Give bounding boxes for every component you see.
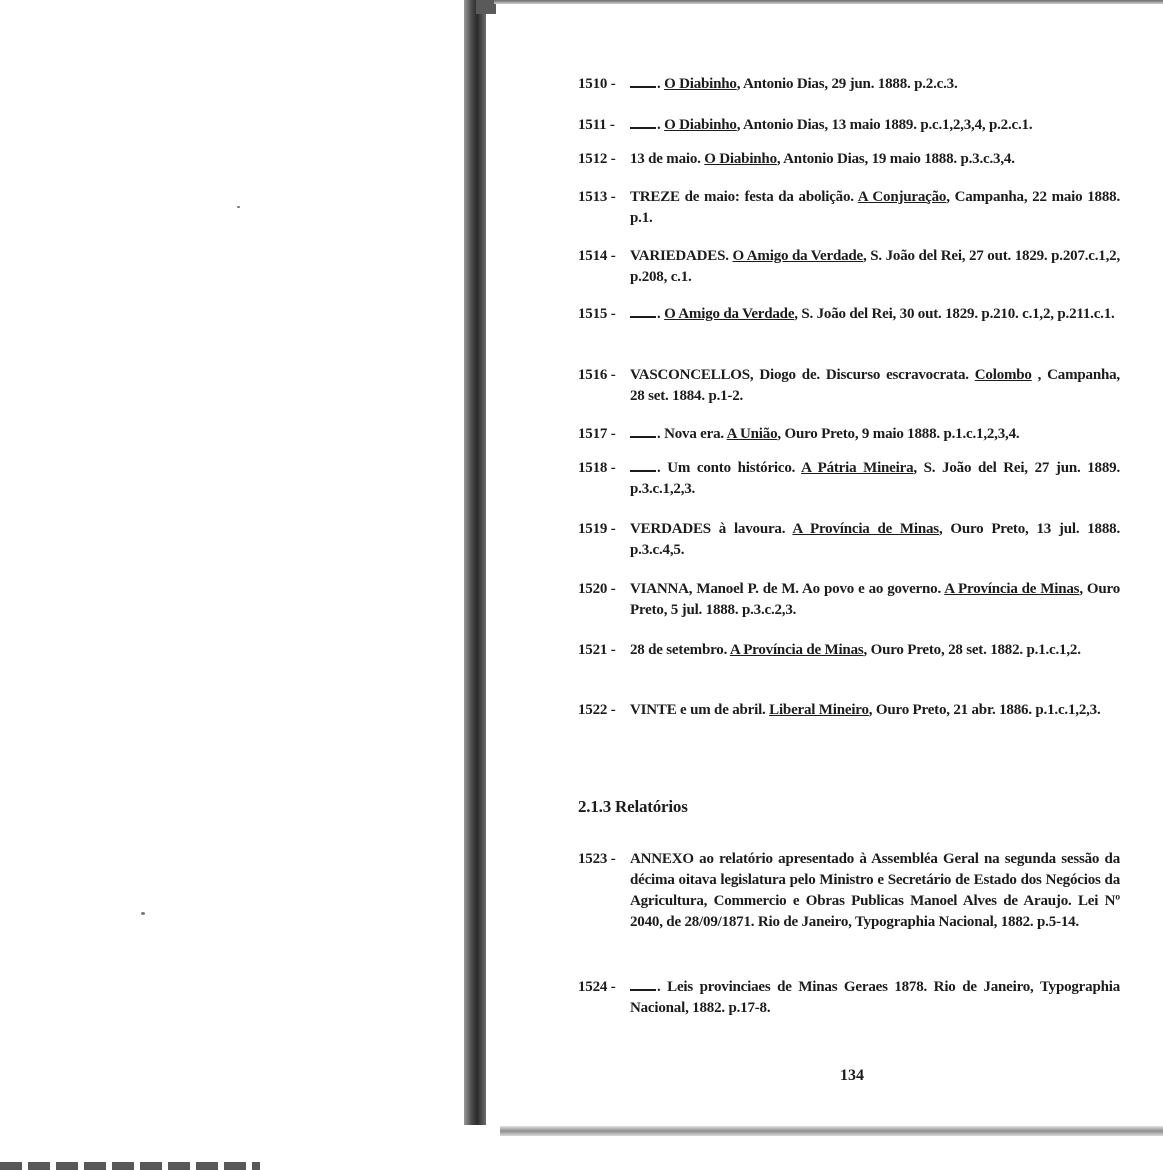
- entry-number: 1511 -: [578, 117, 615, 133]
- section-title: 2.1.3 Relatórios: [578, 797, 688, 816]
- periodical-title: A Conjuração: [857, 189, 947, 205]
- entry-text: VASCONCELLOS, Diogo de. Discurso escravocrata. Colombo , Campanha, 28 set. 1884. p.1-2.: [630, 367, 1120, 404]
- bibliography-entry: [578, 304, 1120, 325]
- entry-number: 1523 -: [578, 851, 616, 867]
- entry-text: . Leis provinciaes de Minas Geraes 1878. Rio de Janeiro, Typographia Nacional, 1882. p.17-8.: [630, 979, 1120, 1016]
- scan-speck: [141, 912, 145, 915]
- bibliography-entry: [578, 519, 1120, 561]
- periodical-title: O Amigo da Verdade: [664, 306, 795, 322]
- periodical-title: Colombo: [974, 367, 1032, 383]
- entry-text: . O Amigo da Verdade, S. João del Rei, 30 out. 1829. p.210. c.1,2, p.211.c.1.: [630, 304, 1120, 325]
- bibliography-entry: [578, 115, 1120, 136]
- entry-number: 1513 -: [578, 189, 616, 205]
- entry-number: 1522 -: [578, 702, 616, 718]
- bibliography-entry: [578, 700, 1120, 721]
- binding-shadow-top: [476, 0, 496, 14]
- bibliography-entry: [578, 640, 1120, 661]
- periodical-title: A Pátria Mineira: [801, 460, 914, 476]
- entry-number: 1519 -: [578, 521, 616, 537]
- periodical-title: O Diabinho: [664, 117, 737, 133]
- page-top-edge: [494, 0, 1163, 4]
- author-repeat-blank: [630, 989, 656, 991]
- entry-number: 1514 -: [578, 248, 616, 264]
- periodical-title: A Província de Minas: [729, 642, 864, 658]
- entry-number: 1510 -: [578, 76, 616, 92]
- periodical-title: A Província de Minas: [792, 521, 939, 537]
- scan-speck: [237, 206, 240, 208]
- bibliography-entry: [578, 424, 1120, 445]
- scan-edge-strip: [0, 1162, 260, 1170]
- bibliography-entry: [578, 579, 1120, 621]
- bibliography-entry: [578, 74, 1120, 95]
- entry-text: ANNEXO ao relatório apresentado à Assembléa Geral na segunda sessão da décima oitava legislatura pelo Ministro e Secretário de Estado dos Negócios da Agricultura, Commercio e Obras Publicas Manoel Alves de Araujo. Lei Nº 2040, de 28/09/1871. Rio de Janeiro, Typographia Nacional, 1882. p.5-14.: [630, 851, 1120, 930]
- entry-number: 1517 -: [578, 426, 616, 442]
- entry-text: VINTE e um de abril. Liberal Mineiro, Ouro Preto, 21 abr. 1886. p.1.c.1,2,3.: [630, 702, 1101, 718]
- entry-number: 1515 -: [578, 306, 616, 322]
- periodical-title: O Diabinho: [664, 76, 737, 92]
- entry-number: 1516 -: [578, 367, 616, 383]
- entry-text: VERDADES à lavoura. A Província de Minas, Ouro Preto, 13 jul. 1888. p.3.c.4,5.: [630, 521, 1120, 558]
- bibliography-entry: [578, 246, 1120, 288]
- entry-number: 1518 -: [578, 460, 616, 476]
- author-repeat-blank: [630, 470, 656, 472]
- author-repeat-blank: [630, 436, 656, 438]
- entry-text: 13 de maio. O Diabinho, Antonio Dias, 19 maio 1888. p.3.c.3,4.: [630, 151, 1015, 167]
- periodical-title: O Diabinho: [704, 151, 777, 167]
- entry-text: TREZE de maio: festa da abolição. A Conjuração, Campanha, 22 maio 1888. p.1.: [630, 189, 1120, 226]
- entry-text: . O Diabinho, Antonio Dias, 13 maio 1889. p.c.1,2,3,4, p.2.c.1.: [630, 115, 1120, 136]
- bibliography-entry: [578, 849, 1120, 933]
- entry-number: 1520 -: [578, 581, 616, 597]
- entry-text: VARIEDADES. O Amigo da Verdade, S. João del Rei, 27 out. 1829. p.207.c.1,2, p.208, c.1.: [630, 248, 1121, 285]
- binding-shadow: [464, 0, 486, 1125]
- author-repeat-blank: [630, 316, 656, 318]
- bibliography-entry: [578, 365, 1120, 407]
- entry-number: 1524 -: [578, 979, 616, 995]
- entry-text: VIANNA, Manoel P. de M. Ao povo e ao governo. A Província de Minas, Ouro Preto, 5 jul. 1888. p.3.c.2,3.: [630, 581, 1120, 618]
- entry-text: . O Diabinho, Antonio Dias, 29 jun. 1888. p.2.c.3.: [630, 74, 1120, 95]
- entry-text: . Um conto histórico. A Pátria Mineira, S. João del Rei, 27 jun. 1889. p.3.c.1,2,3.: [630, 460, 1120, 497]
- periodical-title: A Província de Minas: [944, 581, 1080, 597]
- author-repeat-blank: [630, 127, 656, 129]
- bibliography-entry: [578, 977, 1120, 1019]
- periodical-title: Liberal Mineiro: [769, 702, 869, 718]
- page-bottom-edge: [500, 1126, 1163, 1136]
- periodical-title: O Amigo da Verdade: [732, 248, 864, 264]
- entry-number: 1521 -: [578, 642, 616, 658]
- entry-number: 1512 -: [578, 151, 616, 167]
- entry-text: . Nova era. A União, Ouro Preto, 9 maio 1888. p.1.c.1,2,3,4.: [630, 424, 1120, 445]
- bibliography-entry: [578, 458, 1120, 500]
- periodical-title: A União: [726, 426, 778, 442]
- bibliography-entry: [578, 149, 1120, 170]
- page-number: 134: [840, 1067, 864, 1084]
- entry-text: 28 de setembro. A Província de Minas, Ouro Preto, 28 set. 1882. p.1.c.1,2.: [630, 642, 1081, 658]
- author-repeat-blank: [630, 86, 656, 88]
- bibliography-entry: [578, 187, 1120, 229]
